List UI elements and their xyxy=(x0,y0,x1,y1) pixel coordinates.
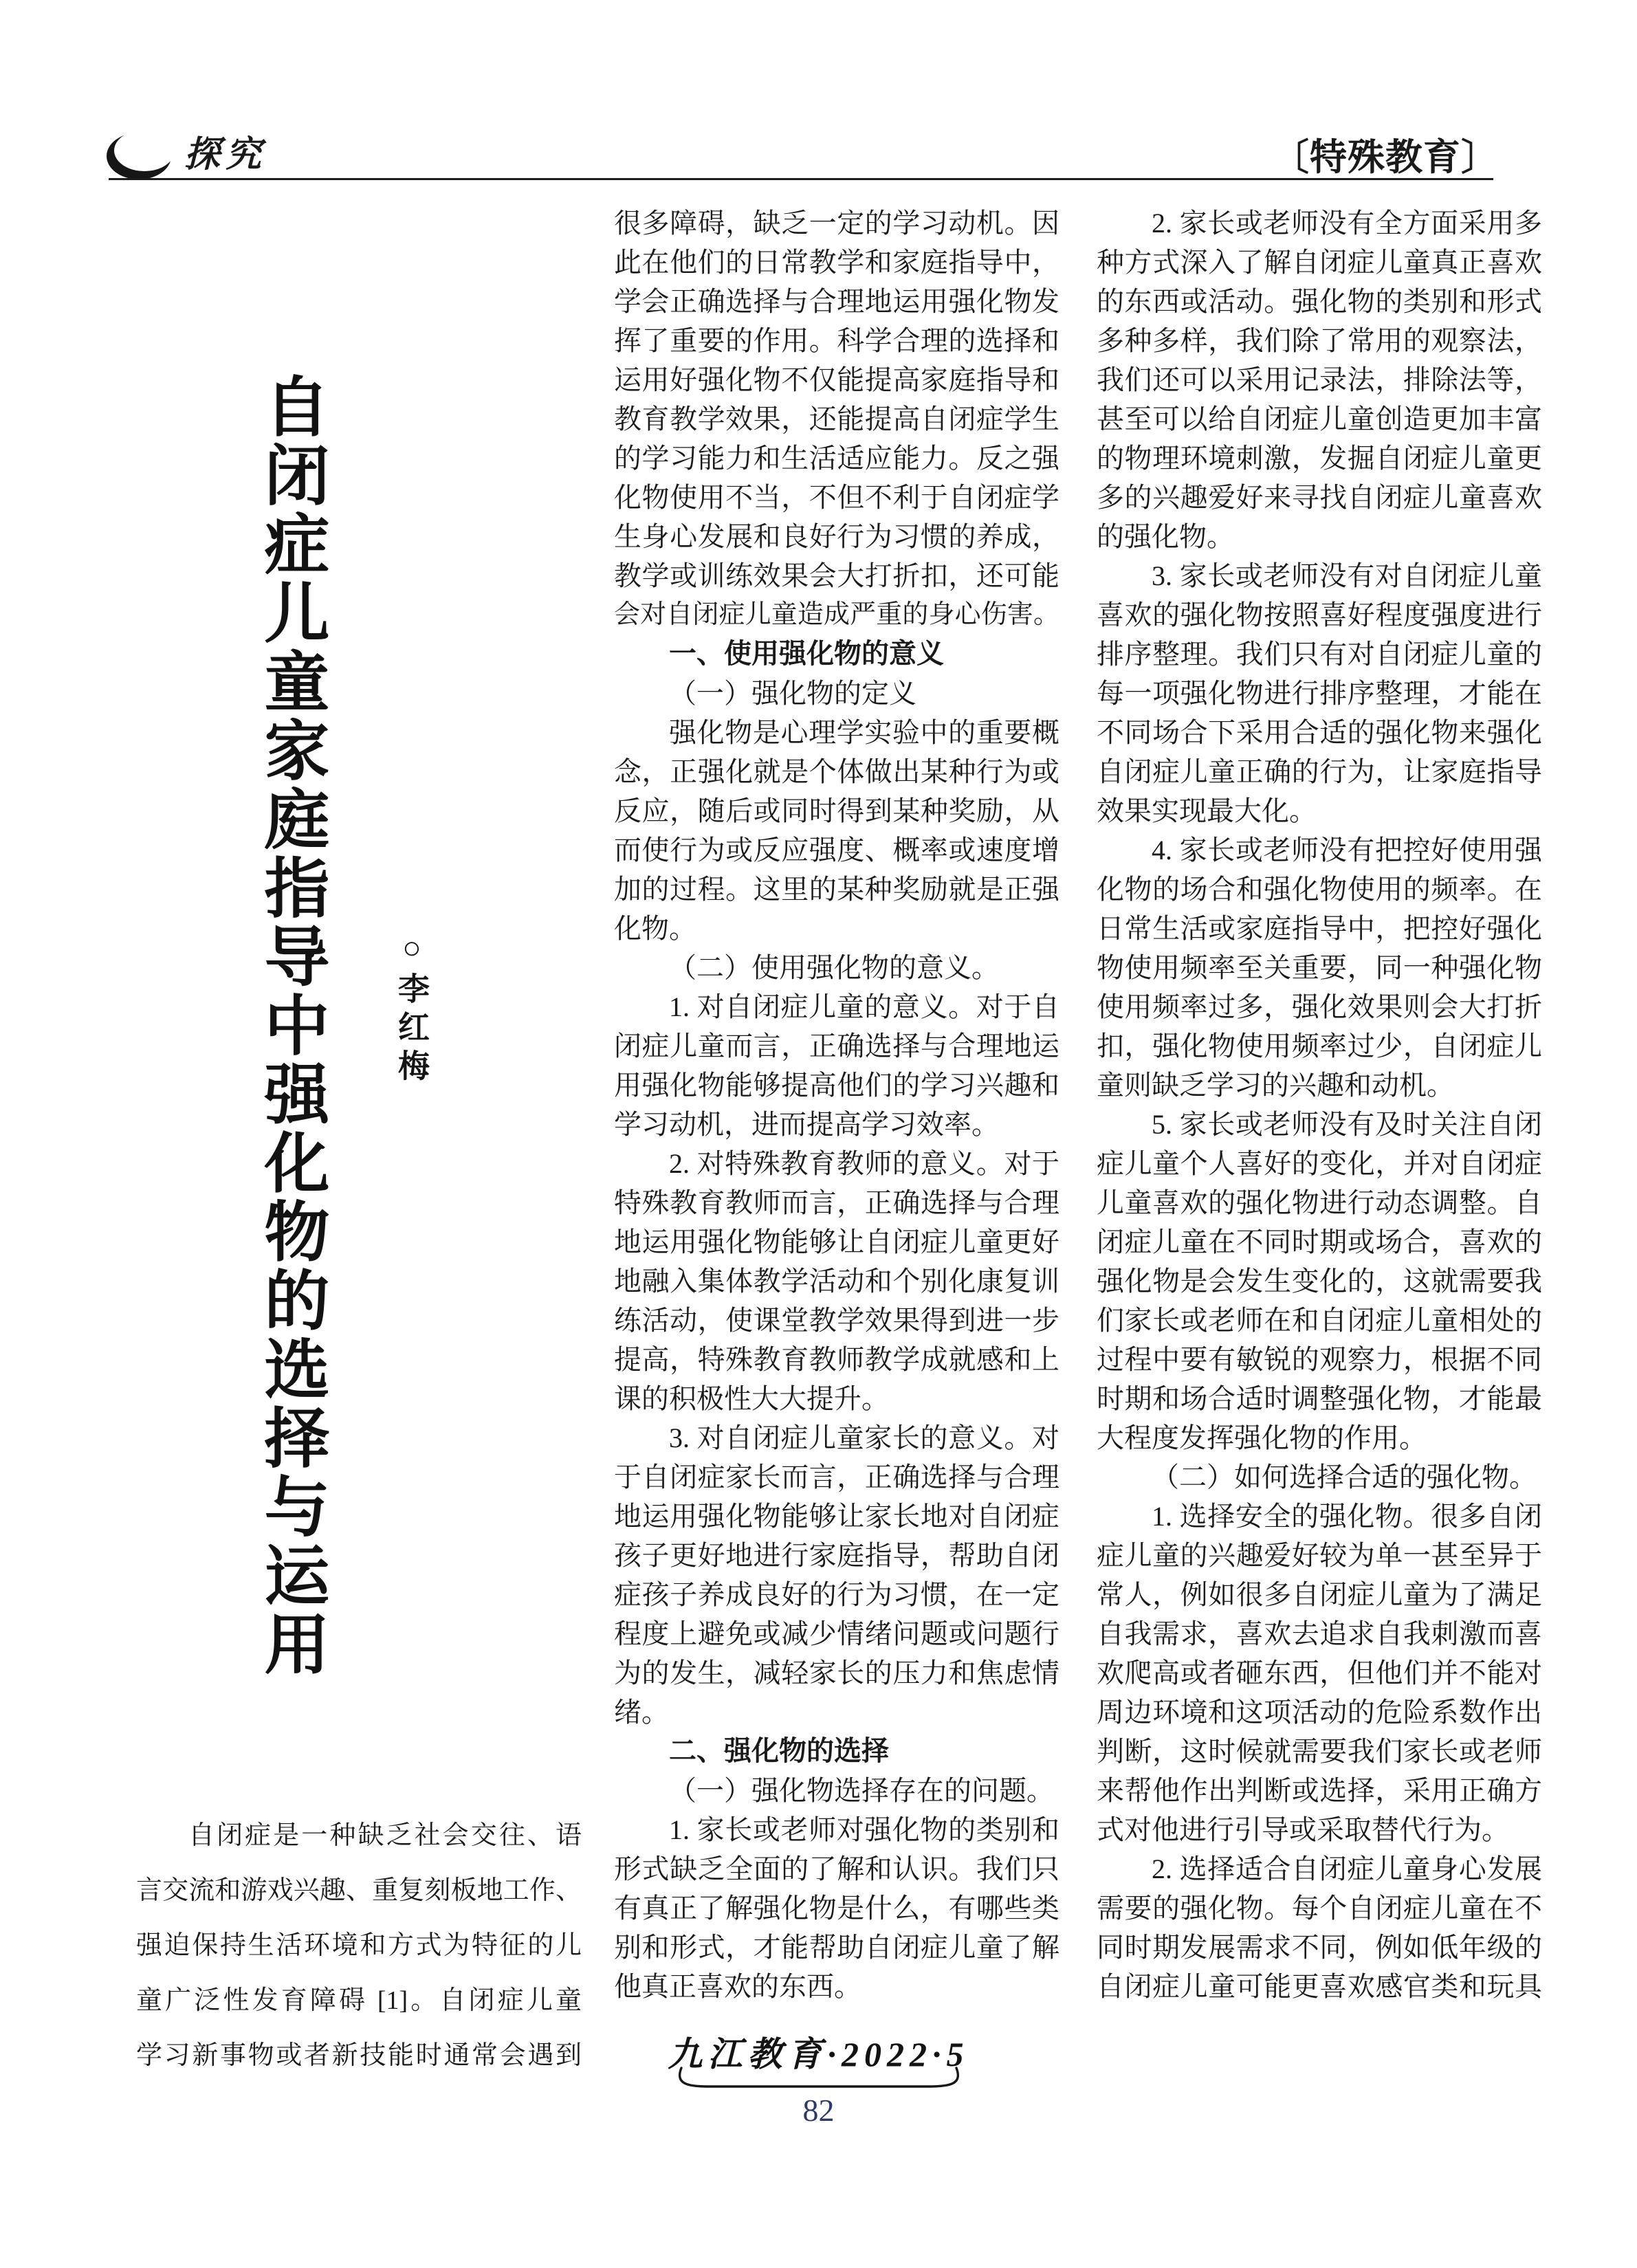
text-line: 效果实现最大化。 xyxy=(1097,795,1317,826)
text-line: 欢爬高或者砸东西，但他们并不能对 xyxy=(1097,1658,1542,1688)
text-line: 学会正确选择与合理地运用强化物发 xyxy=(614,286,1059,317)
text-line: 周边环境和这项活动的危险系数作出 xyxy=(1097,1697,1542,1728)
header-rule xyxy=(109,178,1493,180)
text-line: 有真正了解强化物是什么，有哪些类 xyxy=(614,1893,1059,1924)
text-line: 程度上避免或减少情绪问题或问题行 xyxy=(614,1618,1059,1649)
text-line: 而使行为或反应强度、概率或速度增 xyxy=(614,835,1059,866)
text-line: 一、使用强化物的意义 xyxy=(669,639,944,669)
text-line: 1. 选择安全的强化物。很多自闭 xyxy=(1152,1501,1542,1532)
text-line: 判断，这时候就需要我们家长或老师 xyxy=(1097,1736,1542,1767)
author-marker-icon: ○ xyxy=(394,929,430,972)
right-column xyxy=(1097,203,1542,2006)
footer-journal-text: 九江教育·2022·5 xyxy=(668,2035,969,2073)
text-line: 挥了重要的作用。科学合理的选择和 xyxy=(614,325,1059,356)
text-line: 多的兴趣爱好来寻找自闭症儿童喜欢 xyxy=(1097,482,1542,513)
text-line: 2. 对特殊教育教师的意义。对于 xyxy=(669,1148,1059,1179)
text-line: 地融入集体教学活动和个别化康复训 xyxy=(614,1266,1059,1297)
text-line: 扣，强化物使用频率过少，自闭症儿 xyxy=(1097,1031,1542,1061)
text-line: 排序整理。我们只有对自闭症儿童的 xyxy=(1097,639,1542,670)
text-line: 化物的场合和强化物使用的频率。在 xyxy=(1097,874,1542,905)
text-line: 别和形式，才能帮助自闭症儿童了解 xyxy=(614,1932,1059,1963)
text-line: 自闭症儿童正确的行为，让家庭指导 xyxy=(1097,756,1542,787)
text-line: 1. 家长或老师对强化物的类别和 xyxy=(669,1814,1059,1845)
middle-column xyxy=(614,203,1059,2006)
section-label: 探究 xyxy=(184,135,267,175)
text-line: 们家长或老师在和自闭症儿童相处的 xyxy=(1097,1305,1542,1336)
text-line: 化物。 xyxy=(614,913,696,944)
text-line: 式对他进行引导或采取替代行为。 xyxy=(1097,1814,1509,1845)
text-line: 5. 家长或老师没有及时关注自闭 xyxy=(1152,1109,1542,1140)
text-line: 种方式深入了解自闭症儿童真正喜欢 xyxy=(1097,247,1542,278)
page-number: 82 xyxy=(802,2093,835,2128)
text-line: 甚至可以给自闭症儿童创造更加丰富 xyxy=(1097,404,1542,434)
text-line: （二）使用强化物的意义。 xyxy=(669,952,999,983)
text-line: 的东西或活动。强化物的类别和形式 xyxy=(1097,286,1542,317)
text-line: 每一项强化物进行排序整理，才能在 xyxy=(1097,678,1542,709)
footer xyxy=(0,2035,1637,2084)
text-line: 地运用强化物能够让家长地对自闭症 xyxy=(614,1501,1059,1532)
text-line: 为的发生，减轻家长的压力和焦虑情 xyxy=(614,1658,1059,1688)
text-line: 地运用强化物能够让自闭症儿童更好 xyxy=(614,1226,1059,1257)
text-line: 用强化物能够提高他们的学习兴趣和 xyxy=(614,1070,1059,1101)
text-line: 1. 对自闭症儿童的意义。对于自 xyxy=(669,991,1059,1022)
text-line: 生身心发展和良好行为习惯的养成， xyxy=(614,521,1059,552)
text-line: 教育教学效果，还能提高自闭症学生 xyxy=(614,404,1059,434)
text-line: 闭症儿童在不同时期或场合，喜欢的 xyxy=(1097,1226,1542,1257)
article-title: 自闭症儿童家庭指导中强化物的选择与运用 xyxy=(254,373,329,1679)
text-line: 需要的强化物。每个自闭症儿童在不 xyxy=(1097,1893,1542,1924)
text-line: 童广泛性发育障碍 [1]。自闭症儿童 xyxy=(136,1986,582,2015)
text-line: 2. 选择适合自闭症儿童身心发展 xyxy=(1152,1853,1542,1884)
text-line: （一）强化物的定义 xyxy=(669,678,916,709)
text-line: 自闭症儿童可能更喜欢感官类和玩具 xyxy=(1097,1971,1542,2002)
text-line: 课的积极性大大提升。 xyxy=(614,1383,889,1414)
text-line: （二）如何选择合适的强化物。 xyxy=(1152,1462,1537,1493)
text-line: 反应，随后或同时得到某种奖励，从 xyxy=(614,795,1059,826)
author-name: 李红梅 xyxy=(394,972,430,1088)
article-author xyxy=(389,929,435,1088)
text-line: 喜欢的强化物按照喜好程度强度进行 xyxy=(1097,599,1542,630)
text-line: 特殊教育教师而言，正确选择与合理 xyxy=(614,1187,1059,1218)
text-line: 教学或训练效果会大打折扣，还可能 xyxy=(614,560,1059,591)
text-line: 此在他们的日常教学和家庭指导中， xyxy=(614,247,1059,278)
text-line: 症儿童个人喜好的变化，并对自闭症 xyxy=(1097,1148,1542,1179)
text-line: 形式缺乏全面的了解和认识。我们只 xyxy=(614,1853,1059,1884)
text-line: 症孩子养成良好的行为习惯，在一定 xyxy=(614,1579,1059,1610)
text-line: 他真正喜欢的东西。 xyxy=(614,1971,861,2002)
text-line: 强化物是会发生变化的，这就需要我 xyxy=(1097,1266,1542,1297)
text-line: 很多障碍，缺乏一定的学习动机。因 xyxy=(614,208,1059,239)
text-line: 过程中要有敏锐的观察力，根据不同 xyxy=(1097,1344,1542,1375)
text-line: 4. 家长或老师没有把控好使用强 xyxy=(1152,835,1542,866)
text-line: 念，正强化就是个体做出某种行为或 xyxy=(614,756,1059,787)
footer-underline-curve xyxy=(674,2065,963,2090)
text-line: 闭症儿童而言，正确选择与合理地运 xyxy=(614,1031,1059,1061)
text-line: 同时期发展需求不同，例如低年级的 xyxy=(1097,1932,1542,1963)
crescent-moon-logo-icon xyxy=(106,131,175,181)
text-line: 儿童喜欢的强化物进行动态调整。自 xyxy=(1097,1187,1542,1218)
text-line: 3. 对自闭症儿童家长的意义。对 xyxy=(669,1422,1059,1453)
footer-journal-label xyxy=(659,2035,979,2084)
text-line: 强化物是心理学实验中的重要概 xyxy=(669,717,1059,748)
category-label: 〔特殊教育〕 xyxy=(1272,137,1499,178)
text-line: 3. 家长或老师没有对自闭症儿童 xyxy=(1152,560,1542,591)
text-line: 于自闭症家长而言，正确选择与合理 xyxy=(614,1462,1059,1493)
text-line: 大程度发挥强化物的作用。 xyxy=(1097,1422,1427,1453)
text-line: 化物使用不当，不但不利于自闭症学 xyxy=(614,482,1059,513)
text-line: 二、强化物的选择 xyxy=(669,1736,889,1766)
text-line: 自闭症是一种缺乏社会交往、语 xyxy=(188,1821,582,1850)
text-line: 练活动，使课堂教学效果得到进一步 xyxy=(614,1305,1059,1336)
text-line: 物使用频率至关重要，同一种强化物 xyxy=(1097,952,1542,983)
text-line: 学习动机，进而提高学习效率。 xyxy=(614,1109,999,1140)
text-line: （一）强化物选择存在的问题。 xyxy=(669,1775,1054,1806)
text-line: 孩子更好地进行家庭指导，帮助自闭 xyxy=(614,1540,1059,1571)
text-line: 会对自闭症儿童造成严重的身心伤害。 xyxy=(614,600,1059,629)
text-line: 学习新事物或者新技能时通常会遇到 xyxy=(136,2041,582,2070)
text-line: 多种多样，我们除了常用的观察法， xyxy=(1097,325,1542,356)
text-line: 症儿童的兴趣爱好较为单一甚至异于 xyxy=(1097,1540,1542,1571)
text-line: 常人，例如很多自闭症儿童为了满足 xyxy=(1097,1579,1542,1610)
text-line: 强迫保持生活环境和方式为特征的儿 xyxy=(136,1931,582,1960)
text-line: 使用频率过多，强化效果则会大打折 xyxy=(1097,991,1542,1022)
text-line: 时期和场合适时调整强化物，才能最 xyxy=(1097,1383,1542,1414)
text-line: 2. 家长或老师没有全方面采用多 xyxy=(1152,208,1542,239)
text-line: 运用好强化物不仅能提高家庭指导和 xyxy=(614,364,1059,395)
text-line: 言交流和游戏兴趣、重复刻板地工作、 xyxy=(136,1876,582,1905)
text-line: 我们还可以采用记录法，排除法等， xyxy=(1097,364,1542,395)
text-line: 不同场合下采用合适的强化物来强化 xyxy=(1097,717,1542,748)
text-line: 自我需求，喜欢去追求自我刺激而喜 xyxy=(1097,1618,1542,1649)
text-line: 提高，特殊教育教师教学成就感和上 xyxy=(614,1344,1059,1375)
text-line: 的物理环境刺激，发掘自闭症儿童更 xyxy=(1097,443,1542,474)
text-line: 日常生活或家庭指导中，把控好强化 xyxy=(1097,913,1542,944)
text-line: 童则缺乏学习的兴趣和动机。 xyxy=(1097,1070,1454,1101)
text-line: 加的过程。这里的某种奖励就是正强 xyxy=(614,874,1059,905)
text-line: 绪。 xyxy=(614,1697,669,1728)
text-line: 的学习能力和生活适应能力。反之强 xyxy=(614,443,1059,474)
text-line: 的强化物。 xyxy=(1097,521,1234,552)
text-line: 来帮他作出判断或选择，采用正确方 xyxy=(1097,1775,1542,1806)
